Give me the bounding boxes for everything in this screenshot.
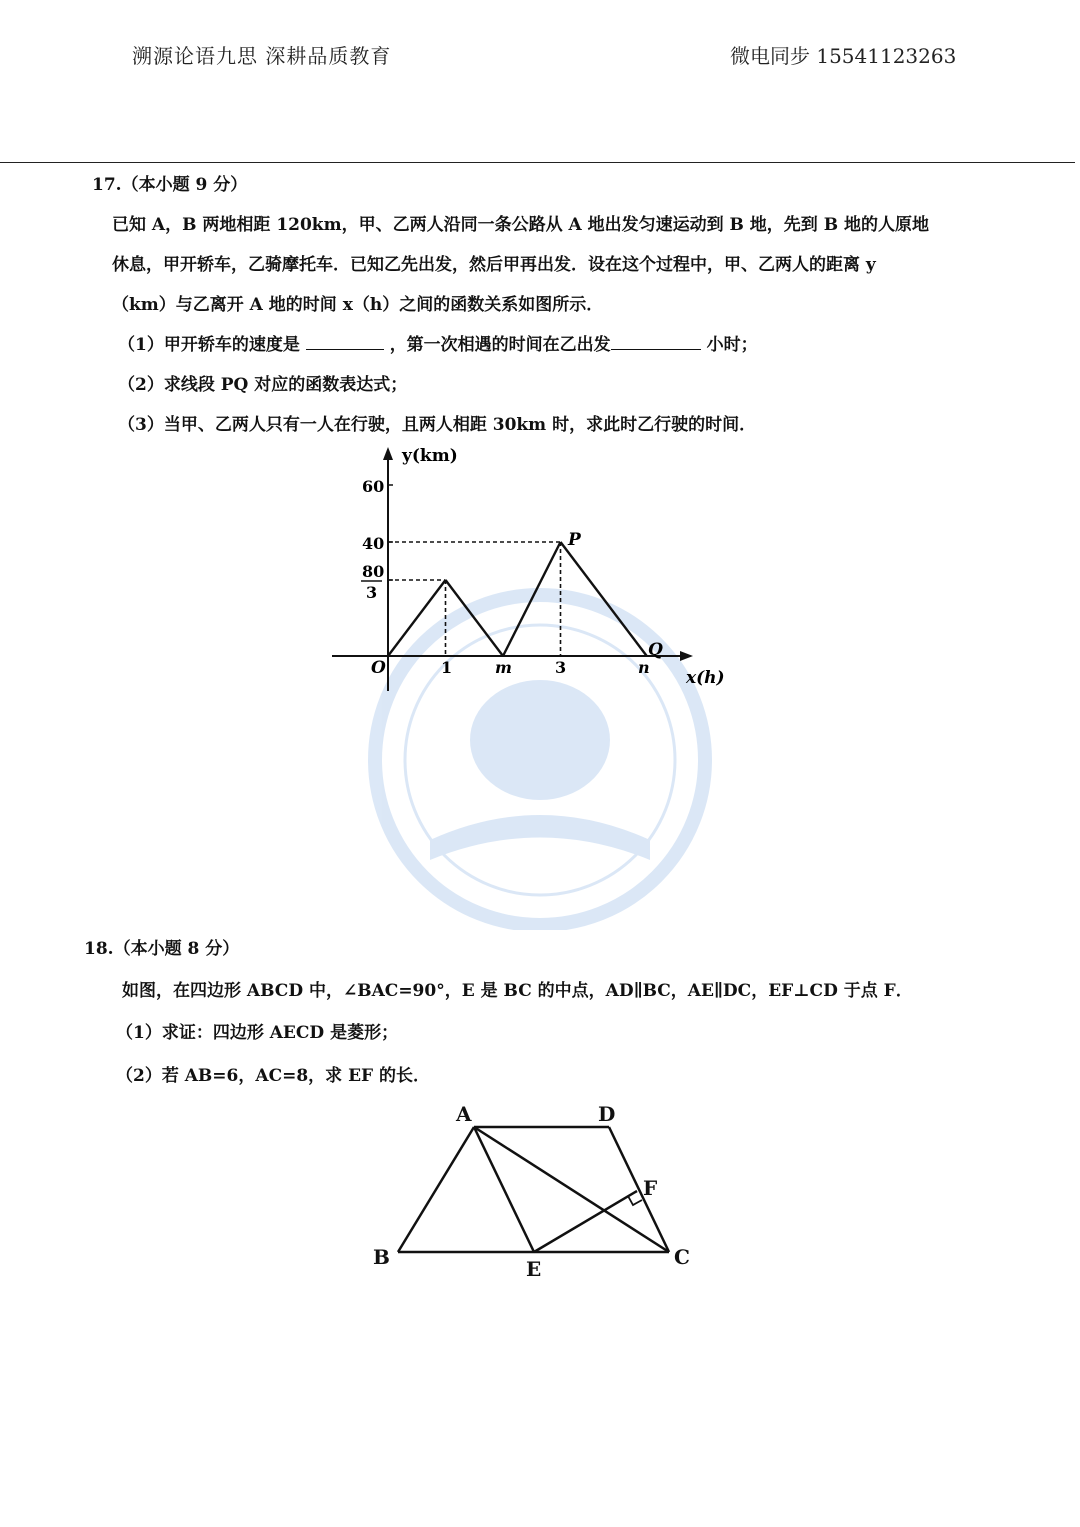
q18-part2: （2）若 AB=6，AC=8，求 EF 的长． bbox=[116, 1066, 431, 1086]
y-tick-80-3-numerator: 80 bbox=[362, 562, 385, 581]
segment-AB bbox=[398, 1127, 474, 1252]
chart-axes bbox=[332, 447, 693, 691]
segment-DC bbox=[609, 1127, 669, 1252]
q18-part1: （1）求证：四边形 AECD 是菱形； bbox=[116, 1023, 399, 1043]
x-tick-n: n bbox=[638, 658, 650, 677]
vertex-D: D bbox=[598, 1102, 616, 1126]
segment-EF bbox=[534, 1191, 637, 1252]
x-axis-label: x(h) bbox=[686, 668, 725, 688]
q18-text-line1: 如图，在四边形 ABCD 中，∠BAC=90°，E 是 BC 的中点，AD∥BC，AE∥DC，EF⊥CD 于点 F． bbox=[122, 981, 913, 1001]
x-axis-arrow bbox=[680, 651, 693, 661]
q17-part2: （2）求线段 PQ 对应的函数表达式； bbox=[118, 375, 408, 395]
q18-title: 18.（本小题 8 分） bbox=[84, 939, 240, 959]
header-contact: 微电同步 15541123263 bbox=[730, 44, 957, 68]
q17-text-line2: 休息，甲开轿车，乙骑摩托车．已知乙先出发，然后甲再出发．设在这个过程中，甲、乙两人的距离 y bbox=[112, 255, 876, 275]
vertex-F: F bbox=[643, 1176, 658, 1200]
x-tick-m: m bbox=[495, 658, 512, 677]
x-tick-1: 1 bbox=[441, 658, 453, 677]
y-tick-80-3-denominator: 3 bbox=[366, 583, 378, 602]
y-axis-label: y(km) bbox=[402, 446, 458, 466]
q17-part1-prefix: （1）甲开轿车的速度是 bbox=[118, 335, 300, 355]
y-tick-60: 60 bbox=[362, 477, 385, 496]
segment-AC bbox=[474, 1127, 669, 1252]
y-axis-arrow bbox=[383, 447, 393, 460]
y-tick-40: 40 bbox=[362, 534, 385, 553]
vertex-A: A bbox=[456, 1102, 472, 1126]
q17-part1-suffix: 小时； bbox=[706, 335, 758, 355]
point-label-Q: Q bbox=[648, 640, 663, 660]
right-angle-mark-F bbox=[628, 1196, 642, 1205]
q17-text-line1: 已知 A，B 两地相距 120km，甲、乙两人沿同一条公路从 A 地出发匀速运动到 B 地，先到 B 地的人原地 bbox=[112, 215, 930, 235]
point-label-P: P bbox=[568, 530, 581, 550]
q17-part1-mid: ，第一次相遇的时间在乙出发 bbox=[389, 335, 611, 355]
q17-title: 17.（本小题 9 分） bbox=[92, 175, 248, 195]
q17-text-line3: （km）与乙离开 A 地的时间 x（h）之间的函数关系如图所示． bbox=[112, 295, 604, 315]
origin-label: O bbox=[371, 658, 386, 678]
segment-AE bbox=[474, 1127, 534, 1252]
vertex-E: E bbox=[526, 1257, 542, 1281]
header-brand: 溯源论语九思 深耕品质教育 bbox=[132, 44, 392, 68]
vertex-C: C bbox=[674, 1245, 690, 1269]
vertex-B: B bbox=[373, 1245, 390, 1269]
x-tick-3: 3 bbox=[555, 658, 567, 677]
q17-part3: （3）当甲、乙两人只有一人在行驶，且两人相距 30km 时，求此时乙行驶的时间． bbox=[118, 415, 757, 435]
